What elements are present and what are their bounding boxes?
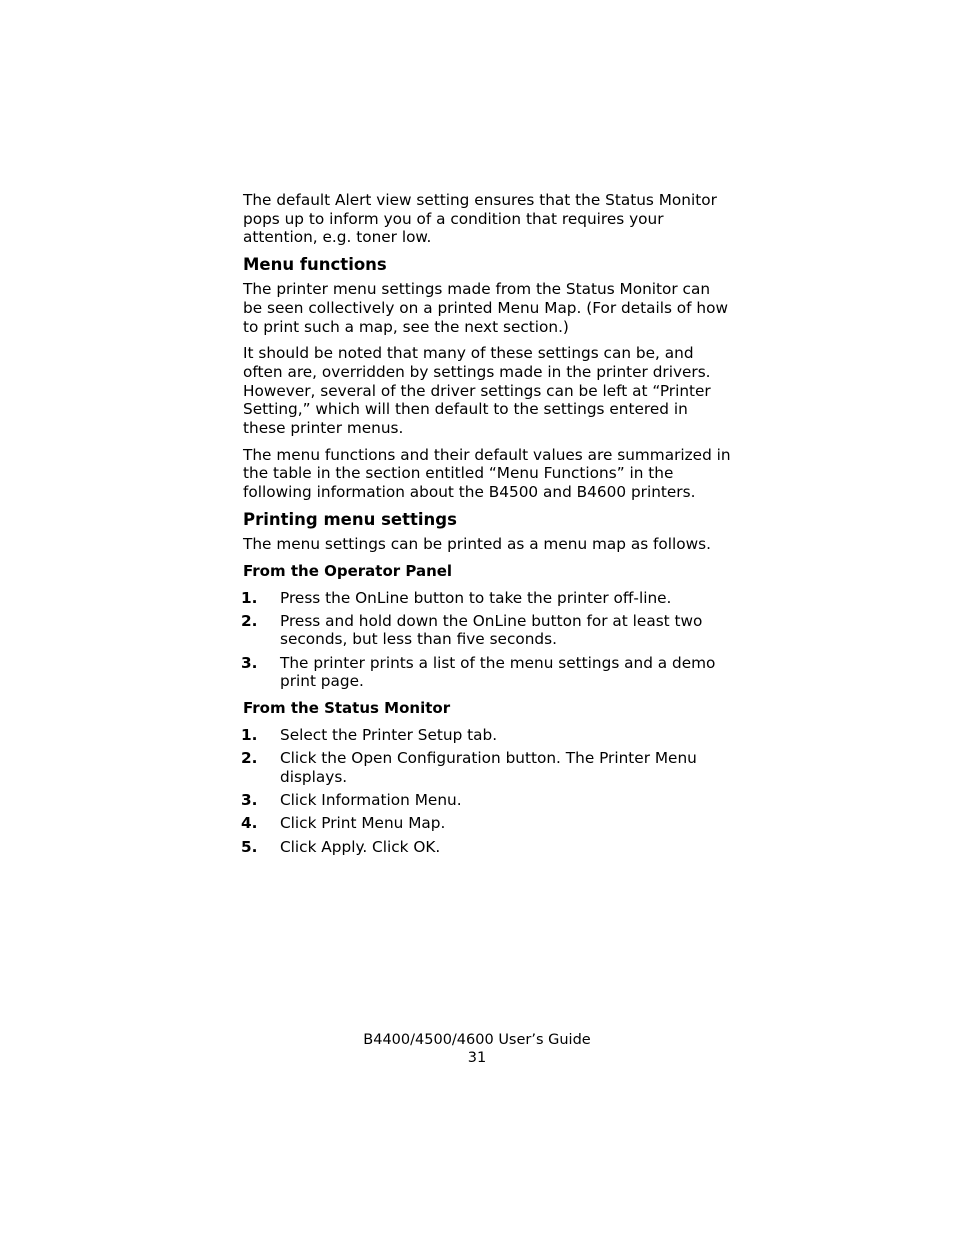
menu-functions-heading: Menu functions: [243, 255, 387, 275]
step-text: Select the Printer Setup tab.: [280, 726, 498, 745]
page-content: [243, 191, 733, 864]
step-text: Press and hold down the OnLine button for at least two seconds, but less than five seconds.: [280, 611, 703, 649]
step-text: Click Apply. Click OK.: [280, 837, 441, 856]
step-number: 2.: [241, 611, 258, 630]
operator-panel-heading: From the Operator Panel: [243, 561, 453, 580]
list-item: [243, 726, 733, 745]
step-text: The printer prints a list of the menu settings and a demo print page.: [280, 653, 716, 691]
step-text: Click the Open Configuration button. The Printer Menu displays.: [280, 749, 697, 786]
step-number: 3.: [241, 791, 258, 810]
step-text: Press the OnLine button to take the printer off-line.: [280, 588, 672, 607]
step-number: 3.: [241, 653, 258, 672]
step-number: 2.: [241, 749, 258, 768]
step-number: 4.: [241, 814, 258, 833]
guide-title: B4400/4500/4600 User’s Guide: [363, 1032, 591, 1048]
list-item: [243, 612, 733, 649]
step-number: 1.: [241, 588, 258, 607]
step-number: 1.: [241, 726, 258, 745]
status-monitor-heading: From the Status Monitor: [243, 699, 451, 718]
step-number: 5.: [241, 837, 258, 856]
operator-panel-steps: [243, 589, 733, 692]
menu-functions-paragraph: The printer menu settings made from the Status Monitor can be seen collectively on a printed Menu Map. (For details of how to print such a map, see the next section.): [243, 280, 728, 336]
list-item: [243, 749, 733, 786]
intro-paragraph: The default Alert view setting ensures that the Status Monitor pops up to inform you of a condition that requires your attention, e.g. toner low.: [243, 191, 717, 247]
printing-menu-settings-heading: Printing menu settings: [243, 509, 457, 529]
list-item: [243, 814, 733, 833]
menu-functions-paragraph: The menu functions and their default values are summarized in the table in the section entitled “Menu Functions” in the following information about the B4500 and B4600 printers.: [243, 445, 731, 502]
list-item: [243, 654, 733, 691]
list-item: [243, 791, 733, 810]
menu-functions-paragraph: It should be noted that many of these settings can be, and often are, overridden by settings made in the printer drivers. However, several of the driver settings can be left at “Printer Setting,” which will then default to the settings entered in these printer menus.: [243, 344, 711, 438]
status-monitor-steps: [243, 726, 733, 856]
step-text: Click Information Menu.: [280, 791, 462, 810]
page-footer: [0, 1032, 954, 1067]
step-text: Click Print Menu Map.: [280, 814, 446, 833]
page-number: 31: [467, 1049, 487, 1066]
list-item: [243, 838, 733, 857]
list-item: [243, 589, 733, 608]
printing-intro-paragraph: The menu settings can be printed as a menu map as follows.: [243, 534, 711, 553]
